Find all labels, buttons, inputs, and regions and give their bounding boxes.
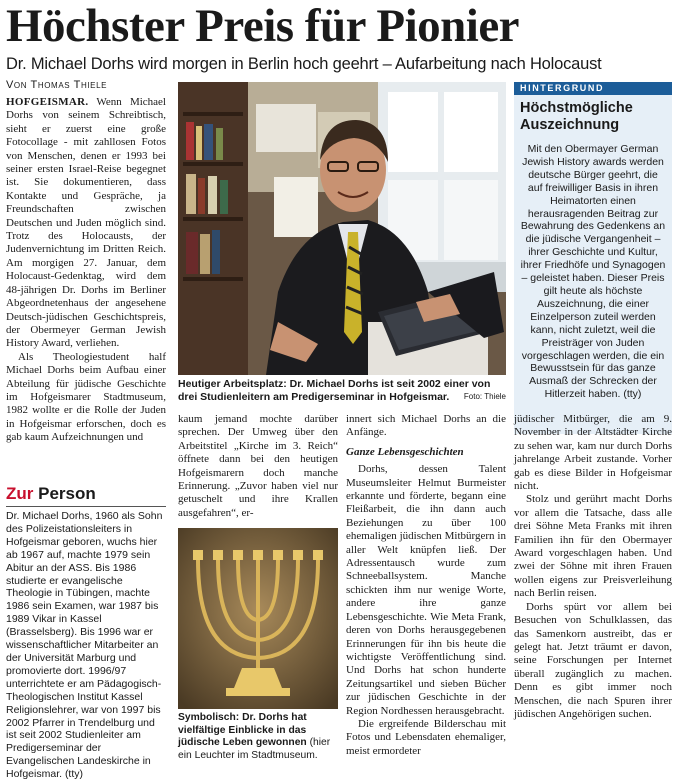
person-label: Person bbox=[38, 484, 96, 503]
subheadline: Dr. Michael Dorhs wird morgen in Berlin hoch geehrt – Aufarbeitung nach Holocaust bbox=[6, 55, 602, 73]
main-photo-caption bbox=[178, 378, 506, 404]
author-name: Thomas Thiele bbox=[30, 79, 108, 91]
main-photo-illustration bbox=[178, 82, 506, 375]
menorah-illustration bbox=[178, 528, 338, 709]
divider bbox=[6, 506, 166, 507]
paragraph: jüdischer Mitbürger, die am 9. November in der Altstädter Kirche zu sehen war, kam nur durch Dorhs jahrelange Arbeit zustande. Vorher gab es diese Bilder in Hofgeismar nicht. bbox=[514, 413, 672, 493]
article-column-4 bbox=[514, 413, 672, 721]
caption-bold: Symbolisch: Dr. Dorhs hat vielfältige Einblicke in das jüdische Leben gewonnen bbox=[178, 712, 307, 749]
menorah-photo bbox=[178, 528, 338, 709]
zur-label: Zur bbox=[6, 484, 34, 503]
paragraph: kaum jemand mochte darüber sprechen. Der Umweg über den Arbeitstitel „Kirche im 3. Reich“ öffnete dann bei den heutigen Hofgeismarern doch manche Erinnerung. „Zuvor haben viel nur getuschelt und ihre Krallen ausgefahren“, er- bbox=[178, 413, 338, 519]
article-column-3 bbox=[346, 413, 506, 758]
caption-text: Heutiger Arbeitsplatz: Dr. Michael Dorhs ist seit 2002 einer von drei Studienleitern am Predigerseminar in Hofgeismar. bbox=[178, 378, 491, 403]
author-byline bbox=[6, 79, 107, 91]
paragraph: innert sich Michael Dorhs an die Anfänge. bbox=[346, 413, 506, 439]
dateline: HOFGEISMAR. bbox=[6, 96, 89, 108]
article-column-1 bbox=[6, 96, 166, 445]
article-column-2 bbox=[178, 413, 338, 520]
paragraph-text: Wenn Michael Dorhs von seinem Schreibtisch, sieht er zuerst eine große Fotocollage - mit zahllosen Fotos von Menschen, denen er 1993 bei seiner ersten Israel-Reise begegnet ist. Sie dokumentieren, dass Kontakte und Gespräche, ja Freundschaften zwischen Deutschen und Juden möglich sind. Trotz des Holocausts, der Judenvernichtung im Dritten Reich. Am morgigen 27. Januar, dem Holocaust-Gedenktag, wird dem 48-jährigen Dr. Dorhs im Berliner Abgeordnetenhaus der angesehene Deutsch-jüdischen Geschichtspreis, der Obermeyer German Jewish History Award, verliehen. bbox=[6, 96, 166, 350]
author-prefix: Von bbox=[6, 79, 28, 91]
paragraph: Dorhs, dessen Talent Museumsleiter Helmut Burmeister erkannte und förderte, begann eine Fleißarbeit, die ihn dann auch Beziehungen zu über 100 ehemaligen jüdischen Mitbürgern in aller Welt knüpfen ließ. Der Adressentausch wurde zum Schneeballsystem. Manche schickten ihm nur wenige Worte, andere ihre ganze Lebensgeschichte. Wie Meta Frank, deren von Dorhs herausgegebenen Erinnerungen für ihn bis heute die wichtigste Veröffentlichung sind. Und Dorhs hat schon hunderte Zeitungsartikel und sieben Bücher zur jüdischen Geschichte in der Region Nordhessen herausgebracht. bbox=[346, 463, 506, 717]
paragraph: Die ergreifende Bilderschau mit Fotos und Lebensdaten ehemaliger, meist ermordeter bbox=[346, 717, 506, 757]
zur-person-text: Dr. Michael Dorhs, 1960 als Sohn des Polizeistationsleiters in Hofgeismar geboren, wuchs hier ab 1967 auf, machte 1979 sein Abitur an der ASS. Bis 1986 studierte er evangelische Theologie in Tübingen, machte 1986 sein Examen, war 1987 bis 1989 Vikar in Kassel (Brasselsberg). Bis 1996 war er wissenschaftlicher Mitarbeiter an der Universität Marburg und promovierte dort. 1996/97 unterrichtete er am Pädagogisch-Theologischen Institut Kassel Religionslehrer, war von 1997 bis 2002 Pfarrer in Trendelburg und ist seit 2002 Studienleiter am Predigerseminar der Evangelischen Landeskirche in Hofgeismar. (tty) bbox=[6, 510, 163, 781]
photo-credit: Foto: Thiele bbox=[463, 391, 506, 401]
paragraph: Stolz und gerührt macht Dorhs vor allem die Tatsache, dass alle drei Söhne Meta Franks mit ihren Familien ihn für den Obermayer Award vorgeschlagen haben. Und zwei der Söhne mit ihren Frauen wollen eigens zur Preisverleihung nach Berlin reisen. bbox=[514, 493, 672, 600]
headline: Höchster Preis für Pionier bbox=[6, 0, 520, 52]
background-tag: HINTERGRUND bbox=[514, 82, 672, 95]
background-title: Höchstmögliche Auszeichnung bbox=[520, 100, 633, 133]
caption-normal: (hier ein Leuchter im Stadtmuseum. bbox=[178, 737, 331, 762]
paragraph: Dorhs spürt vor allem bei Besuchen von Schulklassen, das das Samenkorn austreibt, das er gelegt hat. Jetzt träumt er davon, seine Forschungen per Internet überall zugänglich zu machen. Denn es gibt immer noch Menschen, die nach Spuren ihrer jüdischen Angehörigen suchen. bbox=[514, 600, 672, 720]
zur-person-heading bbox=[6, 484, 96, 504]
paragraph bbox=[6, 96, 166, 351]
menorah-caption bbox=[178, 712, 338, 763]
main-photo bbox=[178, 82, 506, 375]
paragraph: Als Theologiestudent half Michael Dorhs beim Aufbau einer Abteilung für jüdische Geschichte im Hofgeismarer Stadtmuseum, 1982 wollte er die Rolle der Juden in Hofgeismar erforschen, doch es gab kaum Aufzeichnungen und bbox=[6, 350, 166, 444]
background-text: Mit den Obermayer German Jewish History awards werden deutsche Bürger geehrt, die auf freiwilliger Basis in ihren Heimatorten einen herausragenden Beitrag zur Bewahrung des Gedenkens an die jüdische Vergangenheit – ihrer Geschichte und Kultur, ihrer Friedhöfe und Synagogen – geleistet haben. Dieser Preis gilt heute als höchste Auszeichnung, die einer Einzelperson zuteil werden kann, nicht zuletzt, weil die Preisträger von Juden vorgeschlagen werden, die ein Bewusstsein für das ganze Ausmaß der Schrecken der Hitlerzeit haben. (tty) bbox=[520, 143, 666, 401]
section-subheading: Ganze Lebensgeschichten bbox=[346, 445, 464, 458]
